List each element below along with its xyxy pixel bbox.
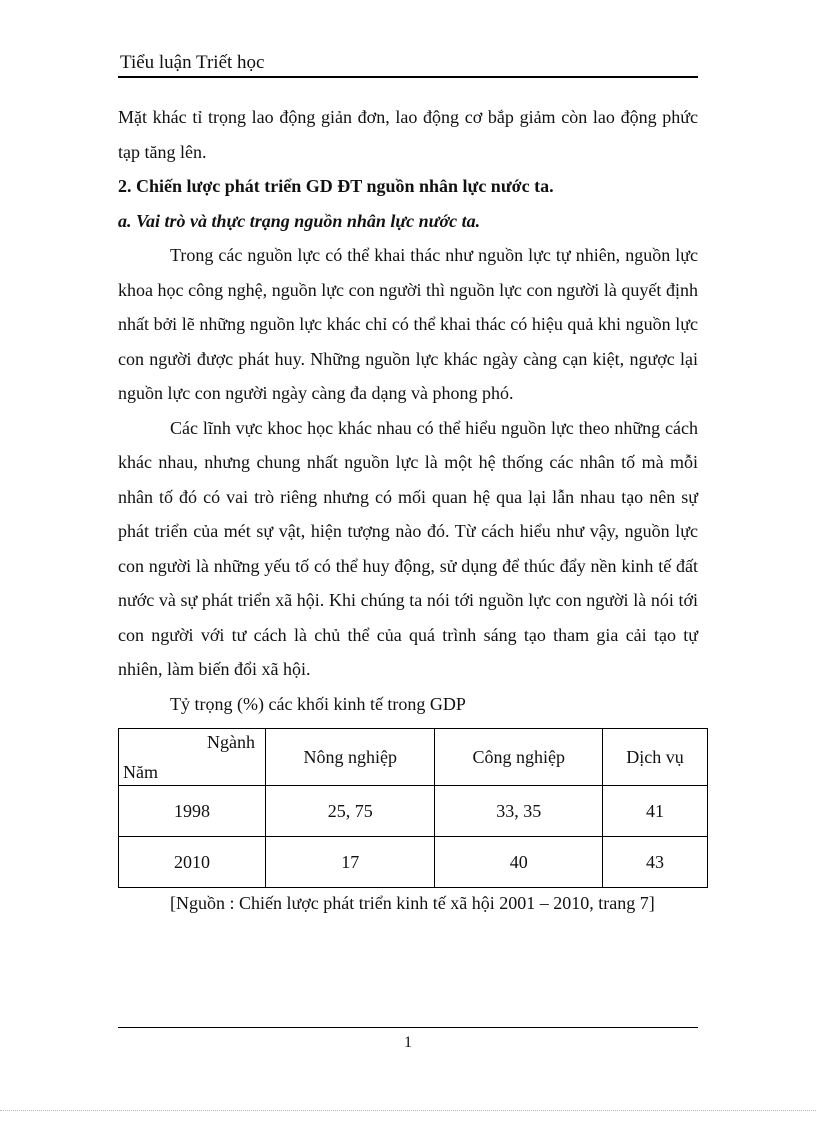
table-cell: 33, 35: [435, 786, 603, 837]
table-caption: Tỷ trọng (%) các khối kinh tế trong GDP: [170, 693, 466, 714]
footer-divider: [118, 1027, 698, 1028]
paragraph-2: Các lĩnh vực khoc học khác nhau có thể hiểu nguồn lực theo những cách khác nhau, nhưng chung nhất nguồn lực là một hệ thống các nhân tố mà mỗi nhân tố đó có vai trò riêng nhưng có mối quan hệ qua lại lẫn nhau tạo nên sự phát triển của mét sự vật, hiện tượng nào đó. Từ cách hiểu như vậy, nguồn lực con người là những yếu tố có thể huy động, sử dụng để thúc đẩy nền kinh tế đất nước và sự phát triển xã hội. Khi chúng ta nói tới nguồn lực con người là nói tới con người với tư cách là chủ thể của quá trình sáng tạo tham gia cải tạo tự nhiên, làm biến đổi xã hội.: [118, 417, 698, 679]
table-corner-cell: [119, 729, 266, 786]
table-cell: 43: [603, 837, 708, 888]
column-header: Nông nghiệp: [266, 729, 435, 786]
table-cell: 40: [435, 837, 603, 888]
page-bottom-edge: [0, 1110, 816, 1111]
table-header-row: [119, 729, 708, 786]
gdp-share-table: [118, 728, 708, 888]
column-header: Công nghiệp: [435, 729, 603, 786]
table-cell: 17: [266, 837, 435, 888]
table-source-note: [Nguồn : Chiến lược phát triển kinh tế xã hội 2001 – 2010, trang 7]: [170, 893, 655, 913]
continuation-paragraph: Mặt khác tỉ trọng lao động giản đơn, lao động cơ bắp giảm còn lao động phức tạp tăng lên.: [118, 107, 698, 162]
subsection-heading: a. Vai trò và thực trạng nguồn nhân lực nước ta.: [118, 210, 481, 231]
table-row: [119, 837, 708, 888]
row-year: 1998: [119, 786, 266, 837]
header-divider: [118, 76, 698, 78]
page-header-title: Tiểu luận Triết học: [120, 52, 265, 73]
document-body: [118, 100, 698, 918]
column-header: Dịch vụ: [603, 729, 708, 786]
row-year: 2010: [119, 837, 266, 888]
page-number: 1: [404, 1034, 412, 1051]
table-row: [119, 786, 708, 837]
corner-label-sector: Ngành: [207, 732, 255, 752]
table-cell: 41: [603, 786, 708, 837]
corner-label-year: Năm: [123, 762, 158, 782]
paragraph-1: Trong các nguồn lực có thể khai thác như nguồn lực tự nhiên, nguồn lực khoa học công nghệ, nguồn lực con người thì nguồn lực con người là quyết định nhất bởi lẽ những nguồn lực khác chỉ có thể khai thác có hiệu quả khi nguồn lực con người được phát huy. Những nguồn lực khác ngày càng cạn kiệt, ngược lại nguồn lực con người ngày càng đa dạng và phong phó.: [118, 245, 698, 403]
section-heading: 2. Chiến lược phát triển GD ĐT nguồn nhân lực nước ta.: [118, 176, 554, 196]
table-cell: 25, 75: [266, 786, 435, 837]
